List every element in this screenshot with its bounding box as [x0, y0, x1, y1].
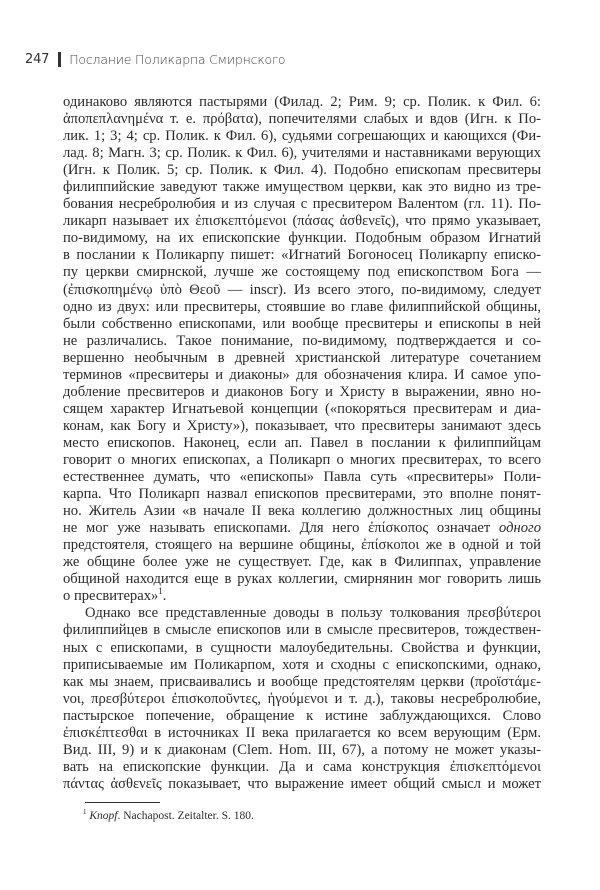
line-text: по-видимому, на их епископские функции. Подобным образом Игнатий: [63, 230, 541, 247]
page-number: 247: [25, 52, 50, 67]
body-text: [63, 94, 541, 793]
line-text: говорит о многих епископах, а Поликарп о многих пресвитерах, то всего: [63, 451, 541, 468]
text-line: [63, 605, 541, 622]
text-line: [63, 725, 541, 742]
text-line: [63, 759, 541, 776]
line-text: пу церкви смирнской, лучше же состоящему под епископством Бога —: [63, 264, 541, 281]
line-text: не мог уже называть епископами. Для него ἐπίσκοπος означает: [63, 520, 499, 537]
line-text: как мы знаем, присваивались и вообще предстоятелям церкви (προϊστάμε-: [63, 673, 541, 690]
footnote-marker: 1: [83, 808, 87, 817]
text-line: [63, 350, 541, 367]
text-line: [63, 776, 541, 793]
text-line: [63, 384, 541, 401]
footnote: [83, 810, 254, 822]
text-line: [63, 486, 541, 503]
text-line: [63, 691, 541, 708]
line-text: ἀποπεπλανημένα т. е. πρόβατα), попечителями слабых и вдов (Игн. к По-: [63, 111, 541, 128]
line-text: были собственно епископами, или вообще пресвитеры и епископы в ней: [63, 315, 541, 332]
text-line: [63, 469, 541, 486]
line-text: (Игн. к Полик. 5; ср. Полик. к Фил. 4). Подобно епископам пресвитеры: [63, 162, 541, 179]
text-line: [63, 418, 541, 435]
running-header: [25, 52, 285, 67]
line-text: ных с епископами, в сущности малоубедительны. Свойства и функции,: [63, 639, 541, 656]
footnote-author: Knopf: [89, 810, 118, 822]
line-text: предстоятеля, стоящего на вершине общины, ἐπίσκοποι же в одной и той: [63, 537, 541, 554]
text-line: [63, 162, 541, 179]
text-line: [63, 588, 541, 605]
line-text: добление пресвитеров и диаконов Богу и Христу в выражении, явно но-: [63, 383, 541, 400]
text-line: [63, 452, 541, 469]
text-line: [63, 179, 541, 196]
text-line: [63, 367, 541, 384]
text-line: [63, 196, 541, 213]
text-line: [63, 520, 541, 537]
text-line: [63, 537, 541, 554]
line-text: естественнее думать, что «епископы» Павла суть «пресвитеры» Поли-: [63, 469, 541, 486]
footnote-reference[interactable]: 1: [158, 586, 163, 597]
line-text: филиппийцев в смысле епископов или в смысле пресвитеров, тождествен-: [63, 622, 541, 639]
text-line: [63, 247, 541, 264]
text-line: [63, 213, 541, 230]
text-line: [63, 674, 541, 691]
line-text: конам, как Богу и Христу»), показывает, что пресвитеры занимают здесь: [63, 417, 541, 434]
line-text: лик. 1; 3; 4; ср. Полик. к Фил. 6), судьями согрешающих и кающихся (Фи-: [63, 128, 541, 145]
text-line: [63, 282, 541, 299]
line-text: терминов «пресвитеры и диаконы» для обозначения клира. И самое упо-: [63, 366, 541, 383]
line-text: νοι, πρεσβύτεροι ἐπισκοποῦντες, ἡγούμενοι и т. д.), таковы несребролюбие,: [63, 690, 541, 707]
line-text: филиппийские заведуют также имуществом церкви, как это видно из тре-: [63, 179, 541, 196]
line-text: (ἐπισκοπημένῳ ὑπὸ Θεοῦ — inscr). Из всего этого, по-видимому, следует: [63, 281, 541, 298]
footnote-rule: [85, 802, 160, 803]
line-text: не различались. Такое понимание, по-видимому, подтверждается и со-: [63, 332, 541, 349]
text-line: [63, 111, 541, 128]
text-line: [63, 708, 541, 725]
line-text: вать на епископские функции. Да и сама конструкция ἐπισκεπτόμενοι: [63, 758, 541, 775]
text-line: [63, 571, 541, 588]
footnote-text: . Nachapost. Zeitalter. S. 180.: [117, 810, 254, 822]
line-text: ἐπισκέπτεσθαι в источниках II века прилагается ко всем верующим (Ерм.: [63, 724, 541, 741]
line-text: Вид. III, 9) и к диаконам (Clem. Hom. III, 67), а потому не может указы-: [63, 741, 541, 758]
text-line: [63, 230, 541, 247]
text-line: [63, 94, 541, 111]
line-text: в послании к Поликарпу пишет: «Игнатий Богоносец Поликарпу еписко-: [63, 247, 541, 264]
text-line: [63, 401, 541, 418]
text-line: [63, 742, 541, 759]
text-line: [63, 640, 541, 657]
emphasis-text: одного: [498, 520, 541, 537]
line-text: же общине более уже не существует. Где, как в Филиппах, управление: [63, 554, 541, 571]
line-text: вершенно необычным в древней христианской литературе сочетанием: [63, 349, 541, 366]
line-text: одинаково являются пастырями (Филад. 2; Рим. 9; ср. Полик. к Фил. 6:: [63, 94, 541, 110]
line-text: место епископов. Наконец, если ап. Павел в послании к филиппийцам: [63, 434, 541, 451]
line-text: .: [162, 588, 167, 605]
text-line: [63, 316, 541, 333]
text-line: [63, 333, 541, 350]
line-text: приписываемые им Поликарпом, хотя и сходны с епископскими, однако,: [63, 656, 541, 673]
line-text: πάντας ἀσθενεῖς показывает, что выражение имеет общий смысл и может: [63, 775, 541, 792]
text-line: [63, 435, 541, 452]
line-text: общиной находится еще в руках коллегии, смирнянин мог говорить лишь: [63, 571, 541, 588]
text-line: [63, 657, 541, 674]
line-text: одно из двух: или пресвитеры, стоявшие во главе филиппийской общины,: [63, 298, 541, 315]
text-line: [63, 264, 541, 281]
text-line: [63, 145, 541, 162]
line-text: пастырское попечение, обращение к истине заблуждающихся. Слово: [63, 707, 541, 724]
text-line: [63, 299, 541, 316]
text-line: [63, 128, 541, 145]
line-text: Однако все представленные доводы в пользу толкования πρεσβύτεροι: [85, 605, 541, 622]
header-divider: [58, 52, 61, 67]
line-text: бования несребролюбия и из случая с пресвитером Валентом (гл. 11). По-: [63, 196, 541, 213]
line-text: ликарп называет их ἐπισκεπτόμενοι (πάσας ἀσθενεῖς), что прямо указывает,: [63, 213, 541, 230]
line-text: но. Житель Азии «в начале II века коллегию должностных лиц общины: [63, 503, 541, 520]
line-text: о пресвитерах»: [63, 588, 159, 605]
line-text: сящем характер Игнатьевой концепции («покоряться пресвитерам и диа-: [63, 400, 541, 417]
text-line: [63, 503, 541, 520]
running-title: Послание Поликарпа Смирнского: [69, 52, 286, 67]
text-line: [63, 622, 541, 639]
text-line: [63, 554, 541, 571]
line-text: карпа. Что Поликарп назвал епископов пресвитерами, это вполне понят-: [63, 486, 541, 503]
line-text: лад. 8; Магн. 3; ср. Полик. к Фил. 6), учителями и наставниками верующих: [63, 145, 541, 162]
